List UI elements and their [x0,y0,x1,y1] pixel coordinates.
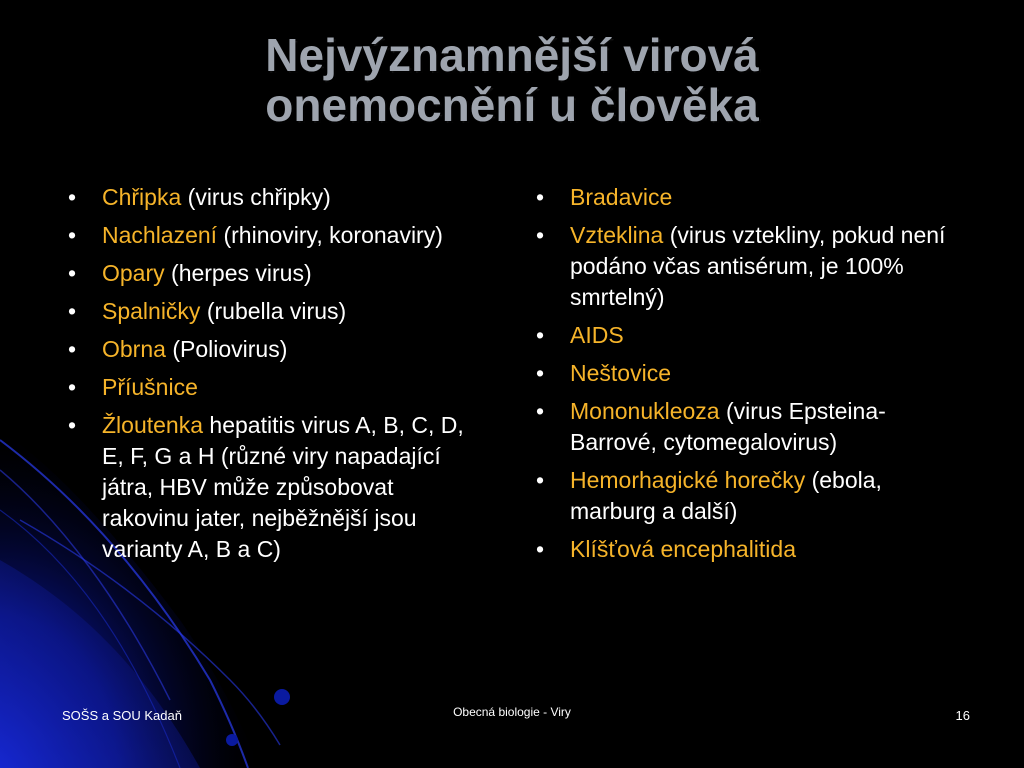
disease-detail: (virus chřipky) [181,184,331,210]
disease-name: Klíšťová encephalitida [570,536,796,562]
title-line-2: onemocnění u člověka [265,79,759,131]
disease-name: Opary [102,260,165,286]
disease-name: Neštovice [570,360,671,386]
disease-name: Chřipka [102,184,182,210]
right-disease-list [530,182,970,572]
bullet-icon: • [535,467,545,493]
disease-name: Bradavice [570,184,673,210]
bullet-icon: • [535,536,545,562]
bullet-icon: • [67,374,77,400]
bullet-icon: • [67,298,77,324]
disease-name: Obrna [102,336,166,362]
bullet-icon: • [67,184,77,210]
bullet-icon: • [535,398,545,424]
page-number: 16 [955,708,970,723]
disease-detail: (Poliovirus) [165,336,288,362]
disease-name: Nachlazení [102,222,218,248]
list-item [530,465,970,527]
list-item [530,396,970,458]
bullet-icon: • [535,184,545,210]
list-item [530,220,970,313]
list-item [530,534,970,565]
disease-detail: (virus vztekliny, pokud není podáno včas antisérum, je 100% smrtelný) [570,222,946,310]
bullet-icon: • [535,222,545,248]
list-item [62,410,482,565]
decoration-dot [274,689,290,705]
footer-subject: Obecná biologie - Viry [453,705,571,719]
list-item [62,182,482,213]
disease-detail: hepatitis virus A, B, C, D, E, F, G a H (různé viry napadající játra, HBV může způsobovat rakovinu jater, nejběžnější jsou varianty A, B a C) [102,412,464,562]
bullet-icon: • [67,336,77,362]
list-item [62,372,482,403]
list-item [62,296,482,327]
slide-title [0,30,1024,130]
list-item [62,220,482,251]
decoration-dot [226,734,238,746]
bullet-icon: • [67,222,77,248]
disease-name: Žloutenka [102,412,204,438]
list-item [530,320,970,351]
disease-detail: (rubella virus) [200,298,347,324]
disease-detail: (virus Epsteina-Barrové, cytomegalovirus) [570,398,886,455]
list-item [530,182,970,213]
disease-name: Mononukleoza [570,398,720,424]
disease-name: Příušnice [102,374,198,400]
disease-detail: (ebola, marburg a další) [570,467,882,524]
bullet-icon: • [67,412,77,438]
disease-name: AIDS [570,322,624,348]
disease-name: Vzteklina [570,222,664,248]
bullet-icon: • [535,360,545,386]
disease-detail: (herpes virus) [164,260,312,286]
disease-name: Hemorhagické horečky [570,467,806,493]
list-item [530,358,970,389]
disease-name: Spalničky [102,298,201,324]
list-item [62,258,482,289]
disease-detail: (rhinoviry, koronaviry) [217,222,443,248]
footer-school: SOŠS a SOU Kadaň [62,708,182,723]
left-disease-list [62,182,482,572]
title-line-1: Nejvýznamnější virová [265,29,759,81]
bullet-icon: • [535,322,545,348]
list-item [62,334,482,365]
bullet-icon: • [67,260,77,286]
